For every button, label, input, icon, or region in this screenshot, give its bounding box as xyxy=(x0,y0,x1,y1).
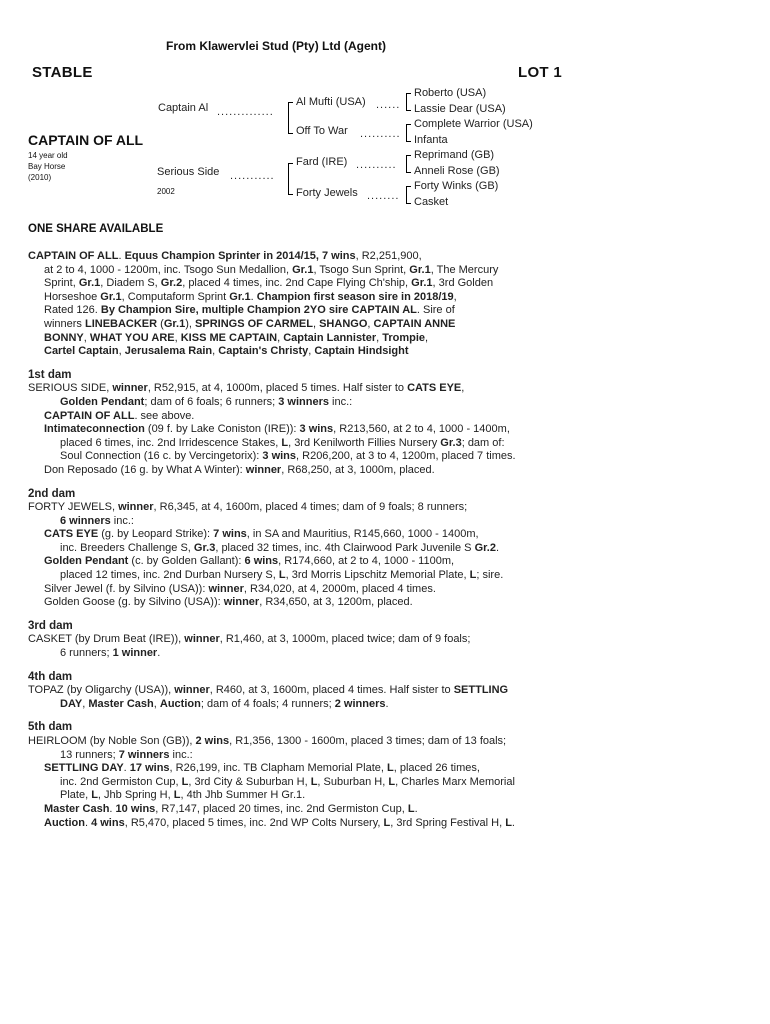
pedigree-dots: ........... xyxy=(230,170,275,182)
horse-colour: Bay Horse xyxy=(28,162,66,171)
text-line xyxy=(28,749,750,763)
plain-text: , R34,020, at 4, 2000m, placed 4 times. xyxy=(243,582,436,595)
bold-text: winner xyxy=(184,633,220,646)
plain-text: SERIOUS SIDE, xyxy=(28,382,113,395)
text-line xyxy=(28,817,750,831)
horse-age: 14 year old xyxy=(28,151,68,160)
plain-text: winners xyxy=(44,317,85,330)
bold-text: 7 wins xyxy=(213,528,247,541)
plain-text: . xyxy=(414,802,418,815)
plain-text: , placed 26 times, xyxy=(393,762,480,775)
pedigree-bracket xyxy=(288,102,293,134)
plain-text: . xyxy=(495,541,500,554)
bold-text: Gr.1 xyxy=(292,263,314,276)
plain-text: , R2,251,900, xyxy=(355,250,422,262)
bold-text: L xyxy=(181,775,189,788)
text-line xyxy=(28,291,750,305)
bold-text: By Champion Sire, multiple Champion 2YO sire CAPTAIN AL xyxy=(100,304,417,317)
bold-text: LINEBACKER xyxy=(84,317,158,330)
plain-text: , xyxy=(312,317,320,330)
plain-text: , R34,650, at 3, 1200m, placed. xyxy=(259,596,413,609)
plain-text: , xyxy=(83,331,90,344)
bold-text: Master Cash xyxy=(88,697,154,710)
bold-text: Gr.3 xyxy=(440,436,462,449)
plain-text: Golden Goose (g. by Silvino (USA)): xyxy=(44,596,224,609)
text-line xyxy=(28,382,750,396)
bold-text: Captain Lannister xyxy=(283,331,377,344)
bold-text: Jerusalema Rain xyxy=(124,345,213,358)
pedigree-dam-year: 2002 xyxy=(157,187,175,196)
plain-text: , 3rd Golden xyxy=(432,277,494,290)
plain-text: ; sire. xyxy=(476,569,504,582)
bold-text: L xyxy=(388,775,396,788)
bold-text: winner xyxy=(112,382,148,395)
bold-text: CAPTAIN OF ALL xyxy=(44,409,135,422)
plain-text: . see above. xyxy=(134,409,195,422)
plain-text: (g. by Leopard Strike): xyxy=(98,528,214,541)
bold-text: Champion first season sire in 2018/19 xyxy=(256,290,454,303)
bold-text: 7 winners xyxy=(118,748,170,761)
pedigree-bracket xyxy=(406,93,411,111)
plain-text: , Suburban H, xyxy=(317,775,389,788)
plain-text: , 3rd City & Suburban H, xyxy=(188,775,311,788)
bold-text: winner xyxy=(223,596,260,609)
bold-text: Master Cash xyxy=(44,802,110,815)
plain-text: , xyxy=(461,382,465,395)
pedigree-sire: Captain Al xyxy=(158,102,209,114)
bold-text: 3 wins xyxy=(299,423,334,436)
plain-text: , R213,560, at 2 to 4, 1000 - 1400m, xyxy=(333,423,510,436)
plain-text: . xyxy=(123,762,130,775)
bold-text: Captain Hindsight xyxy=(314,345,409,358)
text-line xyxy=(28,396,750,410)
bold-text: Gr.1 xyxy=(100,290,122,303)
bold-text: winner xyxy=(245,463,282,476)
plain-text: , 3rd Spring Festival H, xyxy=(390,816,506,829)
bold-text: L xyxy=(407,802,415,815)
bold-text: 2 wins xyxy=(195,735,230,747)
text-line xyxy=(28,803,750,817)
section-heading: 3rd dam xyxy=(28,619,73,632)
bold-text: CAPTAIN OF ALL xyxy=(28,250,119,262)
plain-text: , xyxy=(425,331,429,344)
bold-text: Gr.1 xyxy=(411,277,433,290)
pedigree-dam: Serious Side xyxy=(157,166,220,178)
bold-text: WHAT YOU ARE xyxy=(89,331,175,344)
text-line xyxy=(28,501,750,515)
pedigree-dots: ...... xyxy=(376,99,401,111)
plain-text: , R460, at 3, 1600m, placed 4 times. Half sister to xyxy=(209,684,454,697)
bold-text: 1 winner xyxy=(112,647,158,660)
plain-text: at 2 to 4, 1000 - 1200m, inc. Tsogo Sun Medallion, xyxy=(44,263,293,276)
bold-text: L xyxy=(278,569,286,582)
bold-text: Equus Champion Sprinter in 2014/15, 7 wins xyxy=(124,250,356,262)
plain-text: , R5,470, placed 5 times, inc. 2nd WP Colts Nursery, xyxy=(124,816,384,829)
bold-text: Auction xyxy=(44,816,85,829)
text-line xyxy=(28,515,750,529)
plain-text: , The Mercury xyxy=(430,263,499,276)
plain-text: , R26,199, inc. TB Clapham Memorial Plate, xyxy=(169,762,387,775)
text-line xyxy=(28,583,750,597)
text-line xyxy=(28,776,750,790)
plain-text: . xyxy=(84,816,92,829)
plain-text: inc. 2nd Germiston Cup, xyxy=(60,775,182,788)
text-line xyxy=(28,450,750,464)
bold-text: Intimateconnection xyxy=(44,423,145,436)
plain-text: , R174,660, at 2 to 4, 1000 - 1100m, xyxy=(278,555,455,568)
lot-number: LOT 1 xyxy=(518,64,563,81)
plain-text: , 3rd Kenilworth Fillies Nursery xyxy=(288,436,441,449)
bold-text: L xyxy=(310,775,318,788)
horse-year: (2010) xyxy=(28,173,52,182)
plain-text: , xyxy=(376,331,383,344)
plain-text: inc.: xyxy=(329,395,353,408)
plain-text: , Diadem S, xyxy=(100,277,161,290)
plain-text: ; dam of 4 foals; 4 runners; xyxy=(200,697,335,710)
plain-text: TOPAZ (by Oligarchy (USA)), xyxy=(28,684,175,697)
bold-text: 6 wins xyxy=(244,555,279,568)
bold-text: Captain's Christy xyxy=(218,345,309,358)
text-line xyxy=(28,423,750,437)
text-line xyxy=(28,633,750,647)
bold-text: CAPTAIN ANNE xyxy=(373,317,456,330)
section-heading: 4th dam xyxy=(28,670,73,683)
pedigree-dsd: Anneli Rose (GB) xyxy=(414,165,500,177)
bold-text: Gr.2 xyxy=(474,541,496,554)
plain-text: , xyxy=(174,331,181,344)
text-line xyxy=(28,569,750,583)
bold-text: L xyxy=(281,436,289,449)
bold-text: 3 wins xyxy=(262,450,297,463)
plain-text: , R7,147, placed 20 times, inc. 2nd Germiston Cup, xyxy=(155,802,408,815)
plain-text: CASKET (by Drum Beat (IRE)), xyxy=(28,633,185,646)
text-line xyxy=(28,264,750,278)
text-line xyxy=(28,332,750,346)
plain-text: inc. Breeders Challenge S, xyxy=(60,541,194,554)
text-line xyxy=(28,528,750,542)
text-line xyxy=(28,464,750,478)
bold-text: KISS ME CAPTAIN xyxy=(180,331,278,344)
text-line xyxy=(28,789,750,803)
bold-text: Golden Pendant xyxy=(44,555,129,568)
bold-text: Gr.1 xyxy=(163,317,186,330)
plain-text: , xyxy=(277,331,284,344)
plain-text: , placed 4 times, inc. 2nd Cape Flying Ch'ship, xyxy=(182,277,412,290)
pedigree-sire-dam: Off To War xyxy=(296,125,348,137)
plain-text: inc.: xyxy=(110,514,134,527)
plain-text: . xyxy=(157,647,161,660)
plain-text: placed 12 times, inc. 2nd Durban Nursery S, xyxy=(60,569,279,582)
plain-text: , 4th Jhb Summer H Gr.1. xyxy=(180,789,306,802)
text-line xyxy=(28,410,750,424)
bold-text: Gr.1 xyxy=(78,277,101,290)
section-heading: 2nd dam xyxy=(28,487,76,500)
plain-text: , xyxy=(453,290,457,303)
bold-text: SETTLING xyxy=(453,684,509,697)
text-line xyxy=(28,437,750,451)
plain-text: . xyxy=(109,802,116,815)
plain-text: , Computaform Sprint xyxy=(121,290,230,303)
pedigree-bracket xyxy=(406,186,411,204)
section-heading: 5th dam xyxy=(28,721,73,734)
plain-text: , R52,915, at 4, 1000m, placed 5 times. Half sister to xyxy=(147,382,408,395)
plain-text: Soul Connection (16 c. by Vercingetorix): xyxy=(60,450,263,463)
bold-text: SETTLING DAY xyxy=(44,762,124,775)
bold-text: Gr.2 xyxy=(160,277,183,290)
bold-text: Gr.3 xyxy=(193,541,216,554)
stable-label: STABLE xyxy=(32,64,93,81)
pedigree-dss: Reprimand (GB) xyxy=(414,149,495,161)
pedigree-sdd: Infanta xyxy=(414,134,448,146)
pedigree-bracket xyxy=(288,163,293,195)
plain-text: , R1,460, at 3, 1000m, placed twice; dam of 9 foals; xyxy=(219,633,471,646)
text-line xyxy=(28,762,750,776)
bold-text: winner xyxy=(208,582,244,595)
plain-text: , xyxy=(367,317,374,330)
pedigree-bracket xyxy=(406,124,411,142)
bold-text: DAY xyxy=(60,697,83,710)
text-line xyxy=(28,250,750,264)
bold-text: 3 winners xyxy=(278,395,329,408)
pedigree-sds: Complete Warrior (USA) xyxy=(414,118,533,130)
plain-text: (09 f. by Lake Coniston (IRE)): xyxy=(144,423,300,436)
pedigree-dots: .......... xyxy=(356,159,397,171)
plain-text: , R6,345, at 4, 1600m, placed 4 times; dam of 9 foals; 8 runners; xyxy=(153,501,468,514)
bold-text: 4 wins xyxy=(91,816,125,829)
plain-text: , R68,250, at 3, 1000m, placed. xyxy=(281,463,435,476)
plain-text: ; dam of 6 foals; 6 runners; xyxy=(144,395,279,408)
plain-text: Silver Jewel (f. by Silvino (USA)): xyxy=(44,582,209,595)
bold-text: Trompie xyxy=(382,331,426,344)
pedigree-dots: .......... xyxy=(360,128,401,140)
bold-text: L xyxy=(505,816,512,829)
share-availability: ONE SHARE AVAILABLE xyxy=(28,223,164,235)
plain-text: , Tsogo Sun Sprint, xyxy=(313,263,410,276)
plain-text: Rated 126. xyxy=(44,304,101,317)
text-line xyxy=(28,318,750,332)
text-line xyxy=(28,555,750,569)
bold-text: SPRINGS OF CARMEL xyxy=(195,317,313,330)
bold-text: Golden Pendant xyxy=(60,395,145,408)
plain-text: , placed 32 times, inc. 4th Clairwood Park Juvenile S xyxy=(215,541,475,554)
plain-text: ( xyxy=(157,317,164,330)
bold-text: Cartel Captain xyxy=(44,345,119,358)
text-line xyxy=(28,735,750,749)
text-line xyxy=(28,684,750,698)
bold-text: BONNY xyxy=(44,331,84,344)
plain-text: 6 runners; xyxy=(60,647,113,660)
pedigree-dots: ........ xyxy=(367,190,400,202)
pedigree-ddd: Casket xyxy=(414,196,449,208)
pedigree-bracket xyxy=(406,155,411,173)
text-line xyxy=(28,277,750,291)
plain-text: . Sire of xyxy=(416,304,455,317)
text-line xyxy=(28,647,750,661)
plain-text: . xyxy=(118,250,125,262)
plain-text: , Jhb Spring H, xyxy=(97,789,174,802)
plain-text: Plate, xyxy=(60,789,92,802)
plain-text: , Charles Marx Memorial xyxy=(395,775,515,788)
catalogue-body xyxy=(28,250,750,830)
plain-text: Sprint, xyxy=(44,277,79,290)
bold-text: winner xyxy=(174,684,210,697)
plain-text: FORTY JEWELS, xyxy=(28,501,119,514)
horse-name: CAPTAIN OF ALL xyxy=(28,132,144,148)
plain-text: . xyxy=(511,816,515,829)
bold-text: Gr.1 xyxy=(409,263,431,276)
plain-text: (c. by Golden Gallant): xyxy=(128,555,245,568)
plain-text: , xyxy=(118,345,125,358)
plain-text: , 3rd Morris Lipschitz Memorial Plate, xyxy=(285,569,470,582)
plain-text: , R1,356, 1300 - 1600m, placed 3 times; dam of 13 foals; xyxy=(229,735,507,747)
plain-text: . xyxy=(385,697,389,710)
section-heading: 1st dam xyxy=(28,368,72,381)
text-line xyxy=(28,596,750,610)
pedigree-dam-sire: Fard (IRE) xyxy=(296,156,348,168)
text-line xyxy=(28,304,750,318)
bold-text: L xyxy=(469,569,477,582)
pedigree-sss: Roberto (USA) xyxy=(414,87,487,99)
plain-text: inc.: xyxy=(169,748,193,761)
plain-text: , in SA and Mauritius, R145,660, 1000 - 1400m, xyxy=(246,528,479,541)
bold-text: CATS EYE xyxy=(44,528,99,541)
bold-text: 17 wins xyxy=(129,762,170,775)
plain-text: ), xyxy=(185,317,196,330)
pedigree-dam-dam: Forty Jewels xyxy=(296,187,358,199)
plain-text: , xyxy=(82,697,89,710)
plain-text: HEIRLOOM (by Noble Son (GB)), xyxy=(28,735,196,747)
bold-text: winner xyxy=(118,501,154,514)
plain-text: . xyxy=(250,290,257,303)
pedigree-dots: .............. xyxy=(217,106,274,118)
plain-text: , xyxy=(153,697,160,710)
plain-text: Horseshoe xyxy=(44,290,101,303)
bold-text: Gr.1 xyxy=(229,290,251,303)
bold-text: 10 wins xyxy=(115,802,156,815)
bold-text: CATS EYE xyxy=(407,382,462,395)
plain-text: ; dam of: xyxy=(461,436,505,449)
bold-text: Auction xyxy=(159,697,201,710)
bold-text: L xyxy=(383,816,391,829)
plain-text: , R206,200, at 3 to 4, 1200m, placed 7 times. xyxy=(296,450,516,463)
bold-text: SHANGO xyxy=(319,317,368,330)
plain-text: , xyxy=(308,345,315,358)
pedigree-dds: Forty Winks (GB) xyxy=(414,180,499,192)
bold-text: L xyxy=(387,762,394,775)
bold-text: L xyxy=(91,789,98,802)
plain-text: 13 runners; xyxy=(60,748,119,761)
text-line xyxy=(28,698,750,712)
pedigree-ssd: Lassie Dear (USA) xyxy=(414,103,506,115)
plain-text: , xyxy=(212,345,219,358)
bold-text: L xyxy=(173,789,181,802)
plain-text: placed 6 times, inc. 2nd Irridescence Stakes, xyxy=(60,436,282,449)
plain-text: Don Reposado (16 g. by What A Winter): xyxy=(44,463,246,476)
bold-text: 6 winners xyxy=(60,514,111,527)
consignor-header: From Klawervlei Stud (Pty) Ltd (Agent) xyxy=(166,39,387,53)
text-line xyxy=(28,542,750,556)
pedigree-sire-sire: Al Mufti (USA) xyxy=(296,96,366,108)
bold-text: 2 winners xyxy=(334,697,386,710)
text-line xyxy=(28,345,750,359)
